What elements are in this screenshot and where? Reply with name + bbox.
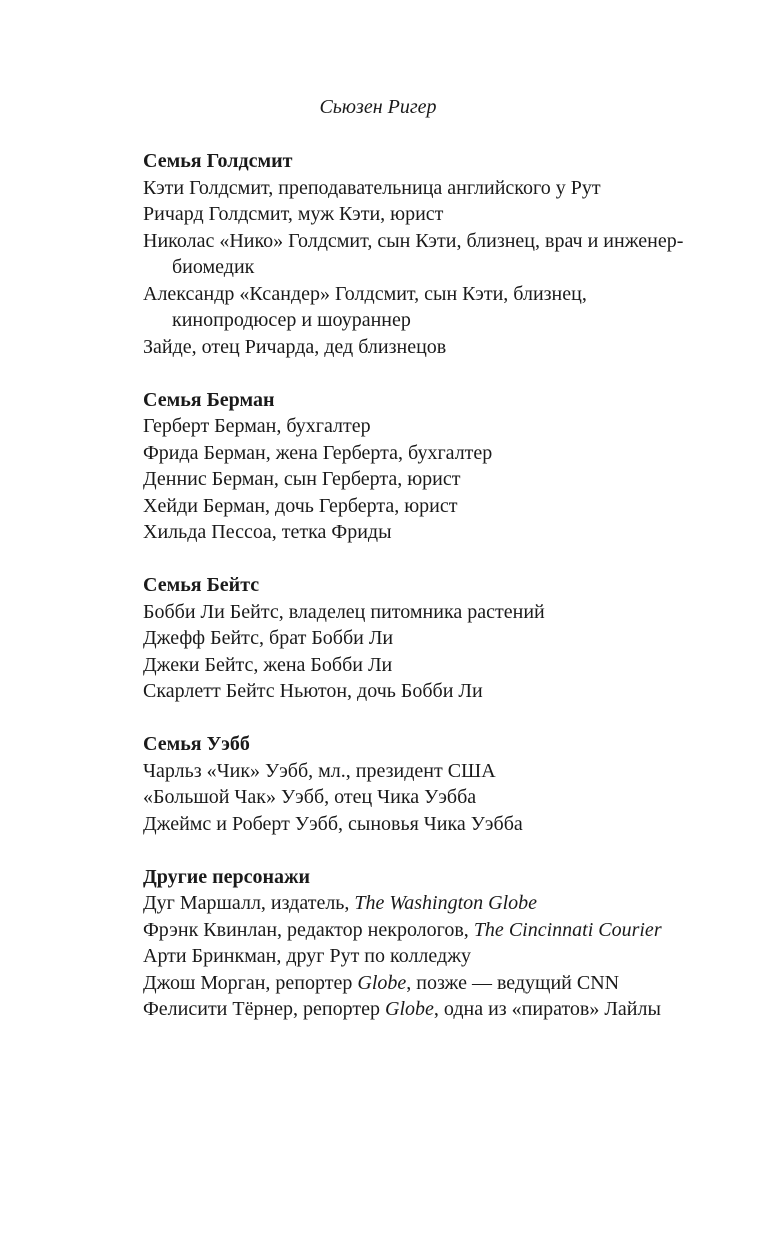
section-title: Семья Уэбб: [143, 733, 250, 755]
list-item: Бобби Ли Бейтс, владелец питомника растений: [143, 600, 545, 623]
list-item: Джеймс и Роберт Уэбб, сыновья Чика Уэбба: [143, 812, 523, 835]
entry-text: Джош Морган, репортер: [143, 971, 358, 994]
list-item: [143, 996, 703, 1023]
list-item: Фрида Берман, жена Герберта, бухгалтер: [143, 441, 493, 464]
running-head-author: Сьюзен Ригер: [319, 96, 437, 118]
publication-title: Globe: [357, 971, 407, 994]
list-item: «Большой Чак» Уэбб, отец Чика Уэбба: [143, 786, 477, 808]
section-title: Семья Берман: [143, 388, 275, 411]
entry-text: Арти Бринкман, друг Рут по колледжу: [143, 945, 472, 967]
list-item: Кэти Голдсмит, преподавательница английского у Рут: [143, 176, 601, 199]
list-item: [143, 943, 703, 970]
section-goldsmith: [143, 148, 703, 360]
entry-text: , одна из «пиратов» Лайлы: [433, 998, 661, 1020]
list-item: [143, 970, 703, 997]
list-item: Зайде, отец Ричарда, дед близнецов: [143, 335, 447, 358]
section-berman: [143, 387, 703, 546]
section-bates: [143, 572, 703, 705]
section-webb: [143, 731, 703, 837]
entry-text: Фелисити Тёрнер, репортер: [143, 998, 385, 1020]
section-title: Другие персонажи: [143, 865, 311, 888]
list-item: Деннис Берман, сын Герберта, юрист: [143, 468, 461, 490]
list-item: Николас «Нико» Голдсмит, сын Кэти, близнец, врач и инженер-биомедик: [143, 229, 684, 278]
section-title: Семья Бейтс: [143, 574, 260, 596]
publication-title: Globe: [385, 998, 434, 1020]
section-title: Семья Голдсмит: [143, 150, 293, 172]
list-item: Джеки Бейтс, жена Бобби Ли: [143, 653, 393, 676]
list-item: [143, 890, 703, 917]
publication-title: The Cincinnati Courier: [473, 918, 662, 941]
list-item: Чарльз «Чик» Уэбб, мл., президент США: [143, 759, 496, 782]
section-other-characters: [143, 864, 703, 1023]
running-head: [143, 94, 683, 120]
list-item: Ричард Голдсмит, муж Кэти, юрист: [143, 203, 444, 225]
list-item: Александр «Ксандер» Голдсмит, сын Кэти, близнец, кинопродюсер и шоураннер: [143, 282, 587, 331]
publication-title: The Washington Globe: [354, 892, 538, 914]
list-item: [143, 917, 703, 944]
list-item: Хильда Пессоа, тетка Фриды: [143, 521, 392, 543]
list-item: Джефф Бейтс, брат Бобби Ли: [143, 627, 394, 649]
list-item: Герберт Берман, бухгалтер: [143, 415, 371, 437]
character-list: [143, 148, 703, 1049]
entry-text: Дуг Маршалл, издатель,: [143, 892, 355, 914]
entry-text: Фрэнк Квинлан, редактор некрологов,: [143, 918, 474, 941]
entry-text: , позже — ведущий CNN: [406, 971, 620, 994]
list-item: Хейди Берман, дочь Герберта, юрист: [143, 494, 458, 517]
list-item: Скарлетт Бейтс Ньютон, дочь Бобби Ли: [143, 680, 483, 702]
